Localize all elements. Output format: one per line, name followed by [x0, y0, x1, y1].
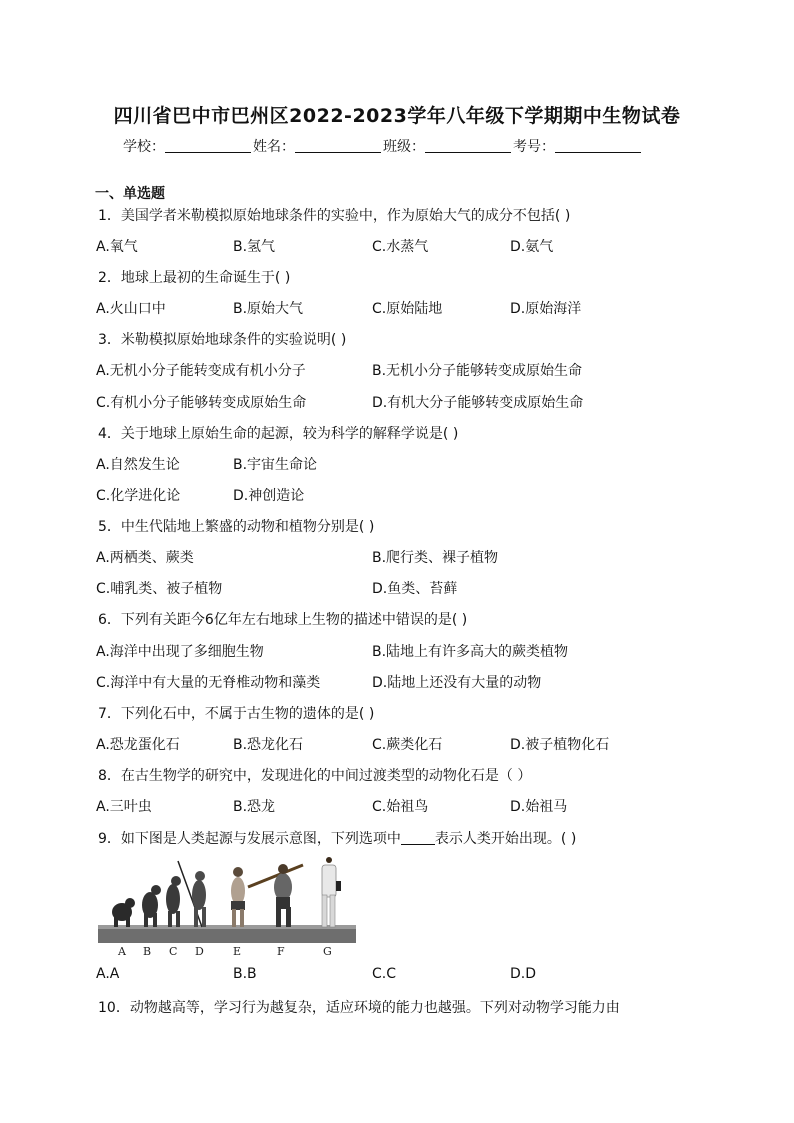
- q5-option-c: C.哺乳类、被子植物: [96, 581, 223, 597]
- q5-option-a: A.两栖类、蕨类: [96, 550, 194, 566]
- q7-option-c: C.蕨类化石: [372, 737, 443, 753]
- school-label: 学校：: [123, 139, 165, 155]
- number-blank: [555, 138, 641, 153]
- figure-d-hominid-icon: [178, 861, 206, 927]
- figure-e-human-icon: [231, 867, 245, 927]
- school-blank: [165, 138, 251, 153]
- q9-option-c: C.C: [372, 966, 397, 982]
- figure-label-f: F: [277, 945, 285, 958]
- question-9-text-a: 9．如下图是人类起源与发展示意图，下列选项中: [98, 831, 401, 847]
- student-info-line: [123, 136, 643, 156]
- question-6: 6．下列有关距今6亿年左右地球上生物的描述中错误的是( ): [98, 612, 468, 628]
- q8-option-c: C.始祖鸟: [372, 799, 429, 815]
- q2-option-d: D.原始海洋: [510, 301, 582, 317]
- figure-label-a: A: [118, 945, 126, 958]
- question-7: 7．下列化石中，不属于古生物的遗体的是( ): [98, 706, 375, 722]
- q8-option-a: A.三叶虫: [96, 799, 152, 815]
- q3-option-c: C.有机小分子能够转变成原始生命: [96, 395, 307, 411]
- figure-g-modern-human-icon: [322, 857, 341, 927]
- q9-option-d: D.D: [510, 966, 537, 982]
- human-evolution-figure: [98, 857, 356, 959]
- question-2: 2．地球上最初的生命诞生于( ): [98, 270, 291, 286]
- question-5: 5．中生代陆地上繁盛的动物和植物分别是( ): [98, 519, 375, 535]
- q5-option-b: B.爬行类、裸子植物: [372, 550, 499, 566]
- q1-option-d: D.氨气: [510, 239, 554, 255]
- question-1: 1．美国学者米勒模拟原始地球条件的实验中，作为原始大气的成分不包括( ): [98, 208, 571, 224]
- q8-option-d: D.始祖马: [510, 799, 568, 815]
- class-blank: [425, 138, 511, 153]
- q8-option-b: B.恐龙: [233, 799, 276, 815]
- q3-option-a: A.无机小分子能转变成有机小分子: [96, 363, 306, 379]
- q9-option-a: A.A: [96, 966, 120, 982]
- q3-option-b: B.无机小分子能够转变成原始生命: [372, 363, 583, 379]
- figure-label-b: B: [143, 945, 152, 958]
- q1-option-c: C.水蒸气: [372, 239, 429, 255]
- name-label: 姓名：: [253, 139, 295, 155]
- q4-option-c: C.化学进化论: [96, 488, 181, 504]
- q1-option-a: A.氧气: [96, 239, 138, 255]
- q4-option-b: B.宇宙生命论: [233, 457, 318, 473]
- q7-option-b: B.恐龙化石: [233, 737, 304, 753]
- q2-option-a: A.火山口中: [96, 301, 166, 317]
- answer-blank: [401, 832, 435, 845]
- figure-label-d: D: [195, 945, 204, 958]
- q5-option-d: D.鱼类、苔藓: [372, 581, 458, 597]
- figure-label-c: C: [169, 945, 178, 958]
- q7-option-a: A.恐龙蛋化石: [96, 737, 180, 753]
- q2-option-b: B.原始大气: [233, 301, 304, 317]
- figure-a-ape-icon: [112, 898, 135, 927]
- q6-option-d: D.陆地上还没有大量的动物: [372, 675, 542, 691]
- section-heading: 一、单选题: [95, 186, 165, 202]
- q4-option-a: A.自然发生论: [96, 457, 180, 473]
- q1-option-b: B.氢气: [233, 239, 276, 255]
- question-3: 3．米勒模拟原始地球条件的实验说明( ): [98, 332, 347, 348]
- q6-option-b: B.陆地上有许多高大的蕨类植物: [372, 644, 569, 660]
- q4-option-d: D.神创造论: [233, 488, 305, 504]
- figure-f-human-icon: [248, 864, 303, 927]
- figure-label-g: G: [323, 945, 332, 958]
- q9-option-b: B.B: [233, 966, 257, 982]
- page-title: 四川省巴中市巴州区2022-2023学年八年级下学期期中生物试卷: [113, 105, 681, 127]
- question-9: [98, 828, 576, 848]
- question-4: 4．关于地球上原始生命的起源，较为科学的解释学说是( ): [98, 426, 459, 442]
- q3-option-d: D.有机大分子能够转变成原始生命: [372, 395, 584, 411]
- figure-b-ape-icon: [142, 885, 161, 927]
- class-label: 班级：: [383, 139, 425, 155]
- figure-label-e: E: [233, 945, 242, 958]
- name-blank: [295, 138, 381, 153]
- figure-c-hominid-icon: [166, 876, 181, 927]
- q6-option-a: A.海洋中出现了多细胞生物: [96, 644, 264, 660]
- q2-option-c: C.原始陆地: [372, 301, 443, 317]
- question-8: 8．在古生物学的研究中，发现进化的中间过渡类型的动物化石是（ ）: [98, 768, 532, 784]
- q7-option-d: D.被子植物化石: [510, 737, 610, 753]
- ground-highlight: [98, 925, 356, 929]
- question-10: 10．动物越高等，学习行为越复杂，适应环境的能力也越强。下列对动物学习能力由: [98, 1000, 620, 1016]
- question-9-text-b: 表示人类开始出现。( ): [434, 831, 577, 847]
- number-label: 考号：: [513, 139, 555, 155]
- q6-option-c: C.海洋中有大量的无脊椎动物和藻类: [96, 675, 321, 691]
